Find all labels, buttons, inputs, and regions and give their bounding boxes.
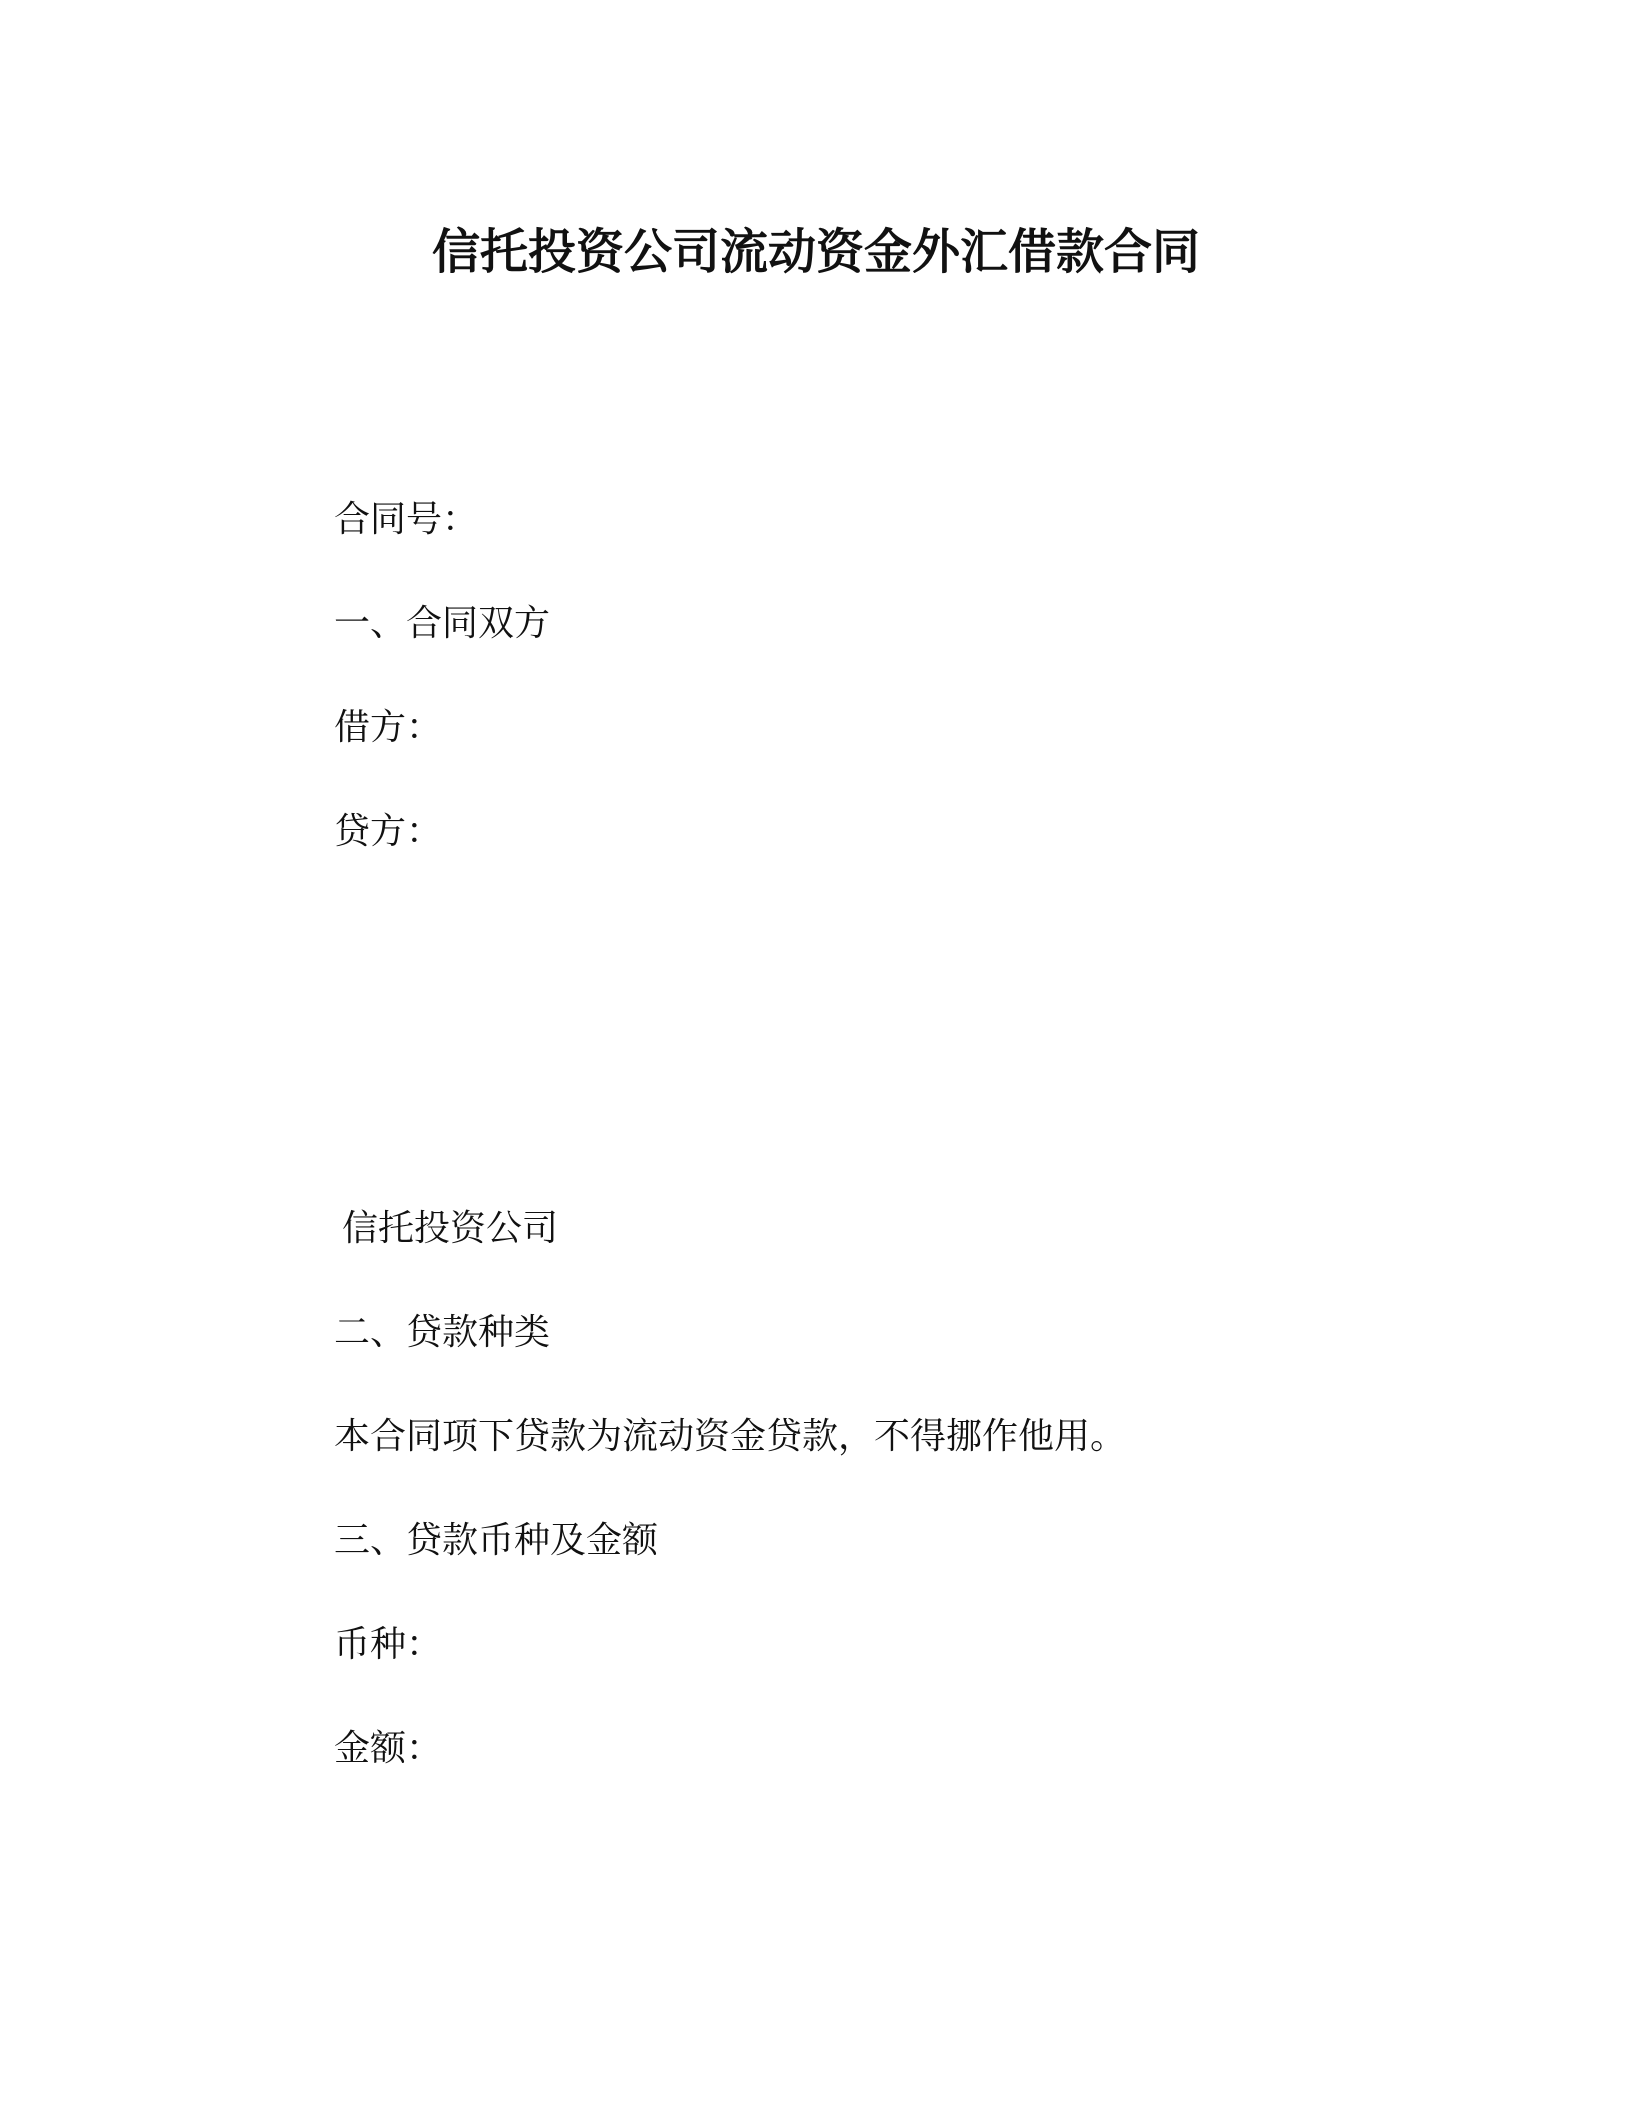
borrower-label: 借方： bbox=[334, 707, 443, 748]
document-title: 信托投资公司流动资金外汇借款合同 bbox=[431, 224, 1200, 280]
section-1-heading: 一、合同双方 bbox=[334, 603, 551, 644]
currency-label: 币种： bbox=[334, 1624, 443, 1665]
amount-label: 金额： bbox=[334, 1728, 443, 1769]
section-2-body: 本合同项下贷款为流动资金贷款，不得挪作他用。 bbox=[334, 1416, 1127, 1457]
section-2-heading: 二、贷款种类 bbox=[334, 1312, 551, 1353]
contract-number-label: 合同号： bbox=[334, 499, 479, 540]
lender-name: 信托投资公司 bbox=[342, 1208, 559, 1249]
section-3-heading: 三、贷款币种及金额 bbox=[334, 1520, 659, 1561]
lender-label: 贷方： bbox=[334, 811, 443, 852]
